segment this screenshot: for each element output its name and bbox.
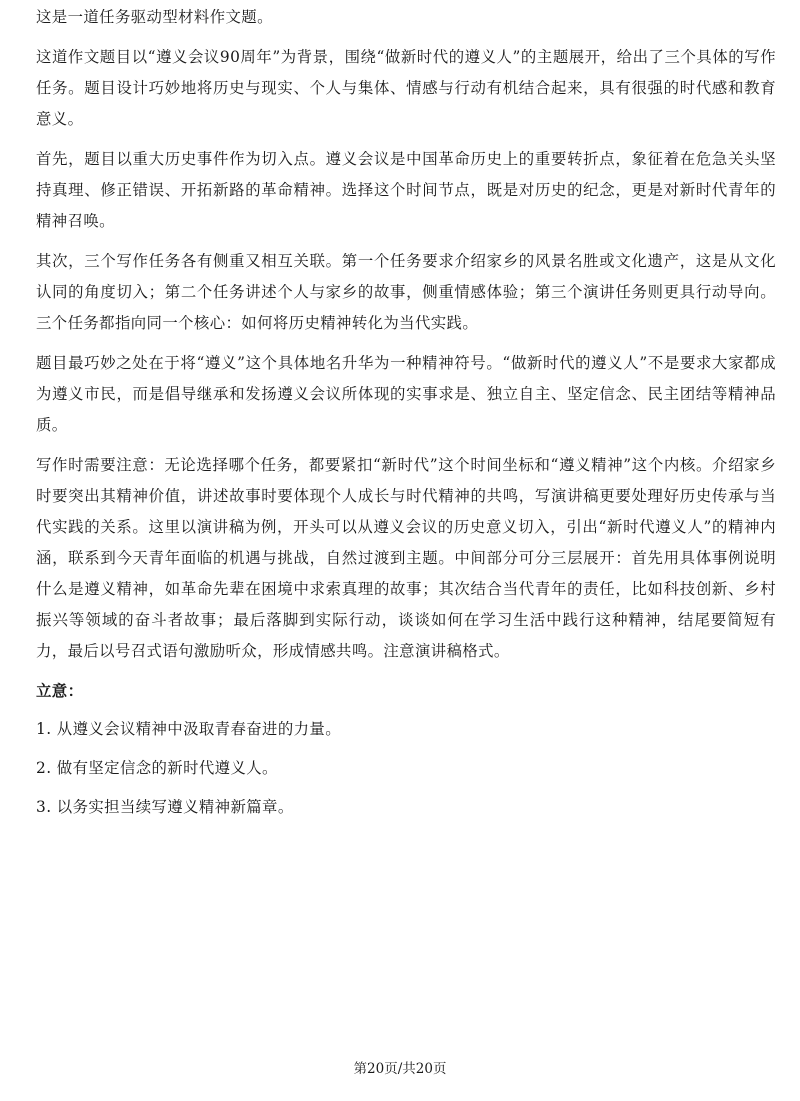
document-body	[36, 2, 776, 831]
page-number-footer: 第20页/共20页	[353, 1061, 447, 1077]
theme-point-2: 2. 做有坚定信念的新时代遵义人。	[36, 759, 278, 777]
section-heading-theme: 立意：	[36, 682, 84, 700]
paragraph-intro: 这是一道任务驱动型材料作文题。	[36, 8, 273, 26]
paragraph-clever-point: 题目最巧妙之处在于将“遵义”这个具体地名升华为一种精神符号。“做新时代的遵义人”不是要求大家都成为遵义市民，而是倡导继承和发扬遵义会议所体现的实事求是、独立自主、坚定信念、民主团结等精神品质。	[36, 354, 776, 434]
theme-point-1: 1. 从遵义会议精神中汲取青春奋进的力量。	[36, 720, 342, 738]
paragraph-first: 首先，题目以重大历史事件作为切入点。遵义会议是中国革命历史上的重要转折点，象征着在危急关头坚持真理、修正错误、开拓新路的革命精神。选择这个时间节点，既是对历史的纪念，更是对新时代青年的精神召唤。	[36, 150, 776, 230]
paragraph-background: 这道作文题目以“遵义会议90周年”为背景，围绕“做新时代的遵义人”的主题展开，给出了三个具体的写作任务。题目设计巧妙地将历史与现实、个人与集体、情感与行动有机结合起来，具有很强的时代感和教育意义。	[36, 48, 776, 128]
paragraph-writing-notes: 写作时需要注意：无论选择哪个任务，都要紧扣“新时代”这个时间坐标和“遵义精神”这个内核。介绍家乡时要突出其精神价值，讲述故事时要体现个人成长与时代精神的共鸣，写演讲稿更要处理好历史传承与当代实践的关系。这里以演讲稿为例，开头可以从遵义会议的历史意义切入，引出“新时代遵义人”的精神内涵，联系到今天青年面临的机遇与挑战，自然过渡到主题。中间部分可分三层展开：首先用具体事例说明什么是遵义精神，如革命先辈在困境中求索真理的故事；其次结合当代青年的责任，比如科技创新、乡村振兴等领域的奋斗者故事；最后落脚到实际行动，谈谈如何在学习生活中践行这种精神，结尾要简短有力，最后以号召式语句激励听众，形成情感共鸣。注意演讲稿格式。	[36, 456, 776, 660]
paragraph-second: 其次，三个写作任务各有侧重又相互关联。第一个任务要求介绍家乡的风景名胜或文化遗产，这是从文化认同的角度切入；第二个任务讲述个人与家乡的故事，侧重情感体验；第三个演讲任务则更具行动导向。三个任务都指向同一个核心：如何将历史精神转化为当代实践。	[36, 252, 776, 332]
theme-point-3: 3. 以务实担当续写遵义精神新篇章。	[36, 798, 294, 816]
